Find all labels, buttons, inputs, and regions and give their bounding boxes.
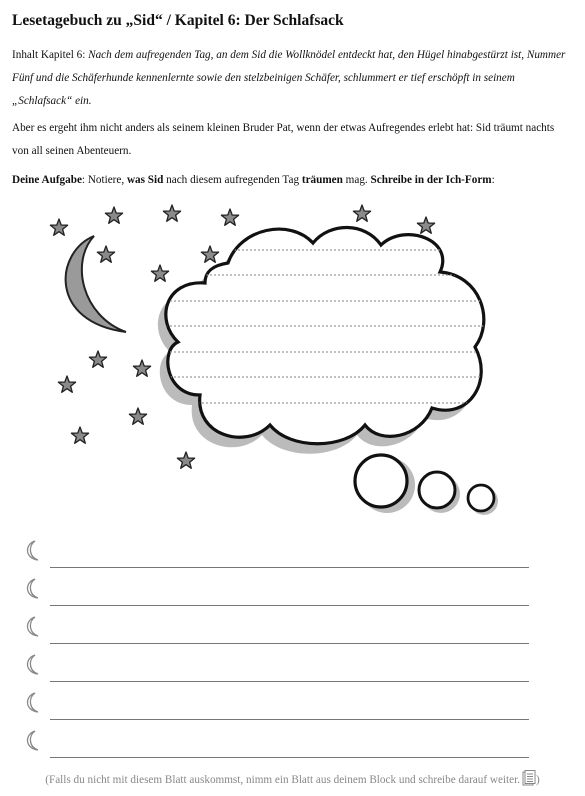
star-icon: [201, 246, 218, 262]
task-instruction: [12, 169, 572, 192]
star-icon: [221, 209, 238, 225]
worksheet-title: Lesetagebuch zu „Sid“ / Kapitel 6: Der Schlafsack: [12, 12, 344, 29]
crescent-moon-icon: [24, 730, 42, 752]
task-label: Deine Aufgabe: [12, 174, 82, 186]
writing-line[interactable]: [24, 536, 529, 570]
writing-line[interactable]: [24, 574, 529, 608]
star-icon: [50, 219, 67, 235]
star-icon: [417, 217, 434, 233]
dream-intro-paragraph: Aber es ergeht ihm nicht anders als seinem kleinen Bruder Pat, wenn der etwas Aufregendes erlebt hat: Sid träumt nachts von all seinen Abenteuern.: [12, 122, 555, 157]
crescent-moon-icon: [24, 616, 42, 638]
task-text-1: : Notiere,: [81, 174, 127, 186]
star-icon: [97, 246, 114, 262]
night-sky-illustration: [0, 196, 585, 526]
star-icon: [151, 265, 168, 281]
footer-note: [0, 770, 585, 786]
footer-text: (Falls du nicht mit diesem Blatt auskommst, nimm ein Blatt aus deinem Block und schreibe darauf weiter.: [45, 774, 521, 786]
footer-close: ): [536, 774, 540, 786]
star-icon: [177, 452, 194, 468]
summary-text: Nach dem aufregenden Tag, an dem Sid die Wollknödel entdeckt hat, den Hügel hinabgestürzt ist, Nummer Fünf und die Schäferhunde kennenlernte sowie den stelzbeinigen Schäfer, schlummert er tief erschöpft in seinem „Schlafsack“ ein.: [12, 49, 566, 107]
writing-line[interactable]: [24, 688, 529, 722]
task-text-4: :: [491, 174, 495, 186]
crescent-moon-icon: [24, 578, 42, 600]
star-icon: [89, 351, 106, 367]
summary-lead: Inhalt Kapitel 6:: [12, 49, 89, 61]
task-bold-2: träumen: [301, 174, 343, 186]
crescent-moon-icon: [66, 236, 126, 332]
crescent-moon-icon: [24, 692, 42, 714]
crescent-moon-icon: [24, 654, 42, 676]
chapter-summary: [12, 44, 572, 113]
writing-line[interactable]: [24, 726, 529, 760]
star-icon: [353, 205, 370, 221]
writing-line[interactable]: [24, 612, 529, 646]
thought-cloud: [150, 227, 500, 515]
task-text-2: nach diesem aufregenden Tag: [163, 174, 302, 186]
writing-line[interactable]: [24, 650, 529, 684]
task-bold-1: was Sid: [126, 174, 164, 186]
star-icon: [163, 205, 180, 221]
star-icon: [133, 360, 150, 376]
star-icon: [105, 207, 122, 223]
star-icon: [58, 376, 75, 392]
crescent-moon-icon: [24, 540, 42, 562]
task-bold-3: Schreibe in der Ich-Form: [370, 174, 492, 186]
star-icon: [129, 408, 146, 424]
star-icon: [71, 427, 88, 443]
notepad-icon: [522, 770, 536, 786]
task-text-3: mag.: [342, 174, 371, 186]
